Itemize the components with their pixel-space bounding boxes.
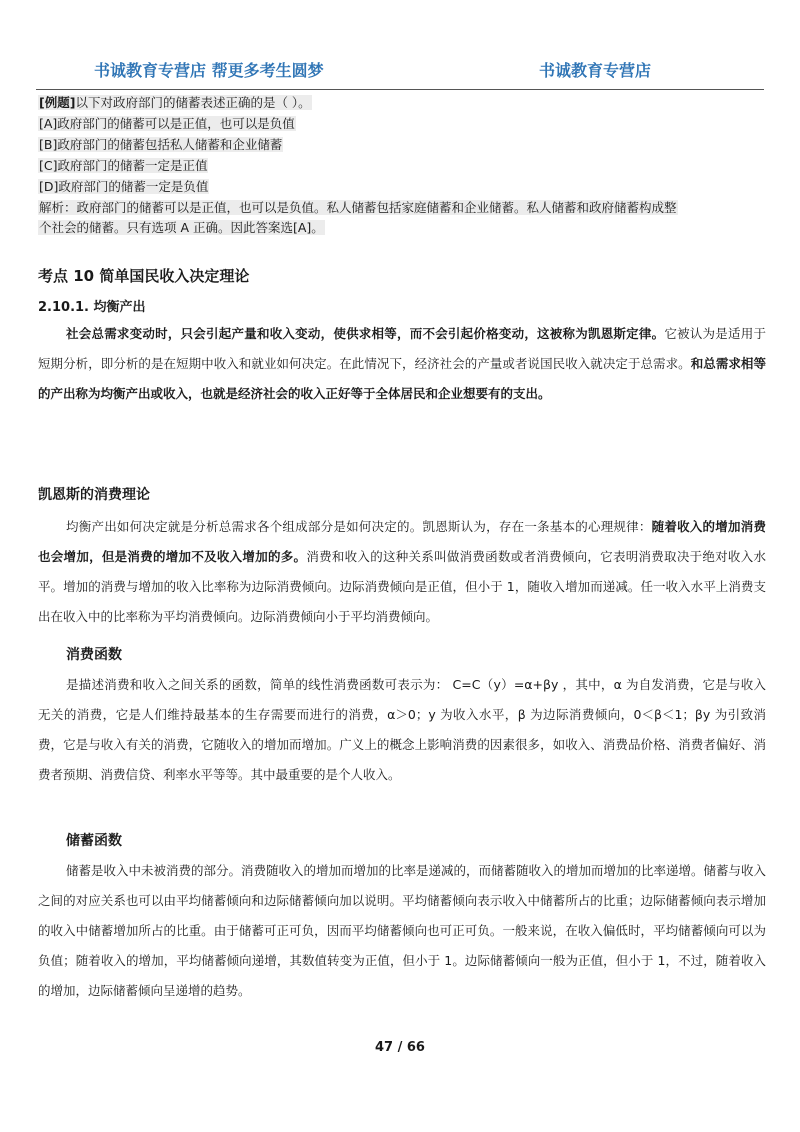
example-option-c: [C]政府部门的储蓄一定是正值: [39, 158, 208, 173]
example-option-d: [D]政府部门的储蓄一定是负值: [39, 179, 209, 194]
consumption-heading: 消费函数: [66, 647, 122, 663]
paragraph-keynes: 均衡产出如何决定就是分析总需求各个组成部分是如何决定的。凯恩斯认为，存在一条基本的心理规律：随着收入的增加消费也会增加，但是消费的增加不及收入增加的多。消费和收入的这种关系叫做消费函数或者消费倾向，它表明消费取决于绝对收入水平。增加的消费与增加的收入比率称为边际消费倾向。边际消费倾向是正值，但小于 1，随收入增加而递减。任一收入水平上消费支出在收入中的比率称为平均消费倾向。边际消费倾向小于平均消费倾向。: [38, 519, 766, 624]
keynes-rule-bold: 随着收入的增加消费也会增加，但是消费的增加不及收入增加的多。: [38, 519, 766, 564]
equilibrium-text: 它被认为是适用于短期分析，即分析的是在短期中收入和就业如何决定。在此情况下，经济社会的产量或者说国民收入就决定于总需求。: [38, 326, 766, 371]
page-number: 47 / 66: [375, 1040, 425, 1055]
example-option-a: [A]政府部门的储蓄可以是正值，也可以是负值: [39, 116, 295, 131]
section-subtitle: 2.10.1. 均衡产出: [38, 300, 146, 315]
example-question: [38, 93, 766, 113]
example-analysis-line1: 解析：政府部门的储蓄可以是正值，也可以是负值。私人储蓄包括家庭储蓄和企业储蓄。私人储蓄和政府储蓄构成整: [39, 200, 677, 215]
equilibrium-definition-bold: 和总需求相等的产出称为均衡产出或收入，也就是经济社会的收入正好等于全体居民和企业想要有的支出。: [38, 356, 766, 401]
paragraph-consumption: 是描述消费和收入之间关系的函数，简单的线性消费函数可表示为： C=C（y）=α+βy ，其中，α 为自发消费，它是与收入无关的消费，它是人们维持最基本的生存需要而进行的消费，α＞0；y 为收入水平，β 为边际消费倾向，0＜β＜1；βy 为引致消费，它是与收入有关的消费，它随收入的增加而增加。广义上的概念上影响消费的因素很多，如收入、消费品价格、消费者偏好、消费者预期、消费信贷、利率水平等等。其中最重要的是个人收入。: [38, 677, 766, 782]
paragraph-equilibrium: [38, 319, 766, 409]
keynes-heading: 凯恩斯的消费理论: [38, 487, 150, 503]
header-left-title: 书诚教育专营店 帮更多考生圆梦: [94, 61, 324, 80]
paragraph-saving: 储蓄是收入中未被消费的部分。消费随收入的增加而增加的比率是递减的，而储蓄随收入的增加而增加的比率递增。储蓄与收入之间的对应关系也可以由平均储蓄倾向和边际储蓄倾向加以说明。平均储蓄倾向表示收入中储蓄所占的比重；边际储蓄倾向表示增加的收入中储蓄增加所占的比重。由于储蓄可正可负，因而平均储蓄倾向也可正可负。一般来说，在收入偏低时，平均储蓄倾向可以为负值；随着收入的增加，平均储蓄倾向递增，其数值转变为正值，但小于 1。边际储蓄倾向一般为正值，但小于 1，不过，随着收入的增加，边际储蓄倾向呈递增的趋势。: [38, 863, 767, 998]
example-option-b: [B]政府部门的储蓄包括私人储蓄和企业储蓄: [39, 137, 283, 152]
example-tag: [例题]: [39, 95, 76, 110]
header-right-title: 书诚教育专营店: [539, 61, 652, 80]
example-analysis-line2: 个社会的储蓄。只有选项 A 正确。因此答案选[A]。: [39, 220, 324, 235]
section-title: 考点 10 简单国民收入决定理论: [38, 267, 250, 285]
keynes-law-bold: 社会总需求变动时，只会引起产量和收入变动，使供求相等，而不会引起价格变动，这被称为凯恩斯定律。: [66, 326, 665, 341]
saving-heading: 储蓄函数: [66, 833, 122, 849]
header-divider: [36, 89, 764, 90]
example-question-text: 以下对政府部门的储蓄表述正确的是（ ）。: [75, 95, 311, 110]
